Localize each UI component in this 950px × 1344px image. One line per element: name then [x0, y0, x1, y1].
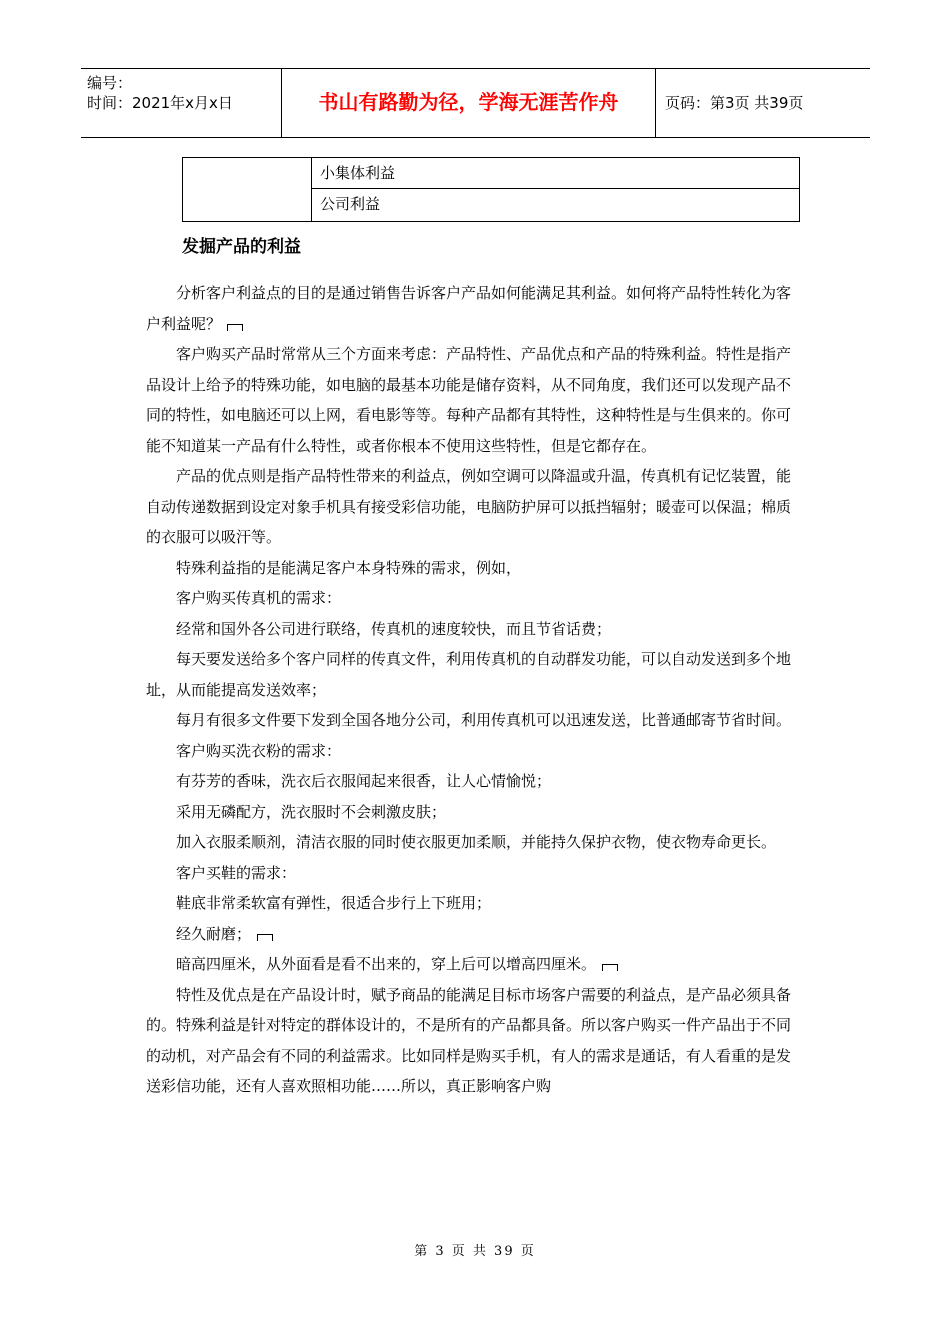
return-mark-icon	[257, 934, 273, 941]
list-item: 经常和国外各公司进行联络，传真机的速度较快，而且节省话费；	[176, 619, 612, 638]
paragraph: 分析客户利益点的目的是通过销售告诉客户产品如何能满足其利益。如何将产品特性转化为客户利益呢？	[146, 284, 792, 333]
header-left	[87, 73, 233, 113]
list-item: 暗高四厘米，从外面看是看不出来的，穿上后可以增高四厘米。	[146, 949, 798, 980]
list-item: 有芬芳的香味，洗衣后衣服闻起来很香，让人心情愉悦；	[176, 772, 552, 790]
header-motto: 书山有路勤为径，学海无涯苦作舟	[281, 68, 656, 137]
paragraph: 特殊利益指的是能满足客户本身特殊的需求，例如，	[176, 558, 522, 577]
paragraph: 客户购买传真机的需求：	[176, 589, 342, 607]
table-row: 小集体利益	[312, 158, 799, 189]
list-item: 每天要发送给多个客户同样的传真文件，利用传真机的自动群发功能，可以自动发送到多个地址，从而能提高发送效率；	[146, 650, 792, 699]
list-item: 经久耐磨；	[146, 919, 798, 950]
page-footer: 第 3 页 共 39 页	[414, 1244, 536, 1259]
paragraph: 客户买鞋的需求：	[176, 863, 297, 882]
header-page-info: 页码：第3页 共39页	[665, 94, 804, 112]
table-row: 公司利益	[320, 195, 381, 213]
list-item: 加入衣服柔顺剂，清洁衣服的同时使衣服更加柔顺，并能持久保护衣物，使衣物寿命更长。	[176, 833, 777, 851]
list-item: 鞋底非常柔软富有弹性，很适合步行上下班用；	[176, 894, 492, 912]
paragraph: 客户购买洗衣粉的需求：	[176, 741, 342, 760]
section-title: 发掘产品的利益	[182, 237, 301, 257]
document-body	[146, 278, 798, 1102]
page-header	[81, 68, 870, 138]
return-mark-icon	[227, 324, 243, 331]
doc-number-label: 编号：	[87, 74, 133, 92]
return-mark-icon	[602, 964, 618, 971]
paragraph: 特性及优点是在产品设计时，赋予商品的能满足目标市场客户需要的利益点，是产品必须具备的。特殊利益是针对特定的群体设计的，不是所有的产品都具备。所以客户购买一件产品出于不同的动机，对产品会有不同的利益需求。比如同样是购买手机，有人的需求是通话，有人看重的是发送彩信功能，还有人喜欢照相功能……所以，真正影响客户购	[146, 985, 792, 1095]
list-item: 采用无磷配方，洗衣服时不会刺激皮肤；	[176, 802, 447, 821]
date-label: 时间：2021年x月x日	[87, 94, 233, 112]
paragraph: 产品的优点则是指产品特性带来的利益点，例如空调可以降温或升温，传真机有记忆装置，能自动传递数据到设定对象手机具有接受彩信功能，电脑防护屏可以抵挡辐射；暖壶可以保温；棉质的衣服可以吸汗等。	[146, 467, 792, 546]
table-blank-cell	[183, 158, 312, 221]
paragraph: 客户购买产品时常常从三个方面来考虑：产品特性、产品优点和产品的特殊利益。特性是指产品设计上给予的特殊功能，如电脑的最基本功能是储存资料，从不同角度，我们还可以发现产品不同的特性，如电脑还可以上网，看电影等等。每种产品都有其特性，这种特性是与生俱来的。你可能不知道某一产品有什么特性，或者你根本不使用这些特性，但是它都存在。	[146, 345, 792, 455]
benefit-table	[182, 157, 800, 222]
list-item: 每月有很多文件要下发到全国各地分公司，利用传真机可以迅速发送，比普通邮寄节省时间。	[176, 711, 792, 729]
